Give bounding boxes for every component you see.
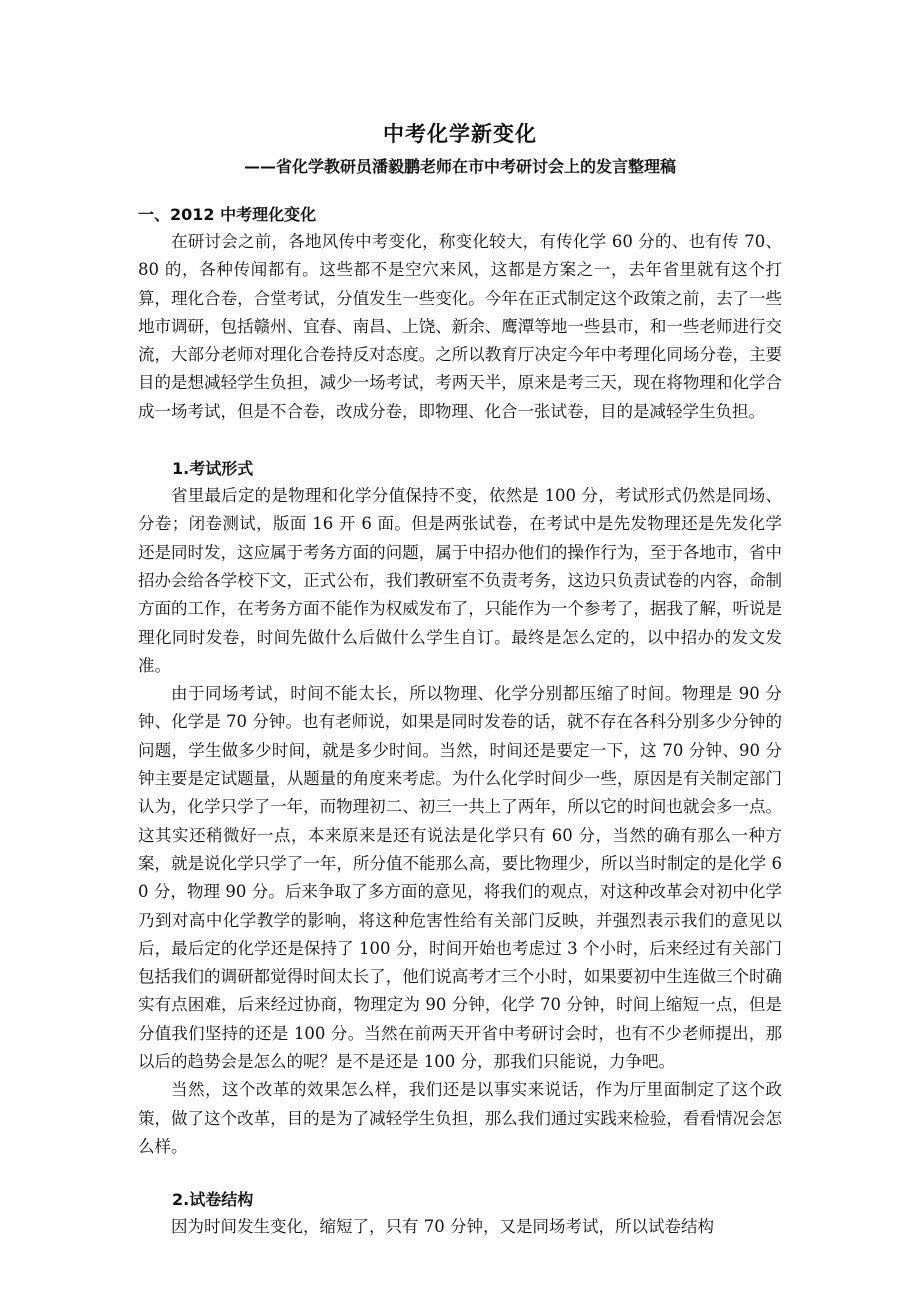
document-title: 中考化学新变化 [383,122,537,146]
subsection-heading: 1.考试形式 [172,459,254,479]
body-paragraph: 由于同场考试，时间不能太长，所以物理、化学分别都压缩了时间。物理是 90 分钟、化学是 70 分钟。也有老师说，如果是同时发卷的话，就不存在各科分别多少分钟的问题，学生做多少时间，就是多少时间。当然，时间还是要定一下，这 70 分钟、90 分钟主要是定试题量，从题量的角度来考虑。为什么化学时间少一些，原因是有关制定部门认为，化学只学了一年，而物理初二、初三一共上了两年，所以它的时间也就会多一点。这其实还稍微好一点，本来原来是还有说法是化学只有 60 分，当然的确有那么一种方案，就是说化学只学了一年，所分值不能那么高，要比物理少，所以当时制定的是化学 60 分，物理 90 分。后来争取了多方面的意见，将我们的观点，对这种改革会对初中化学乃到对高中化学教学的影响，将这种危害性给有关部门反映，并强烈表示我们的意见以后，最后定的化学还是保持了 100 分，时间开始也考虑过 3 个小时，后来经过有关部门包括我们的调研都觉得时间太长了，他们说高考才三个小时，如果要初中生连做三个时确实有点困难，后来经过协商，物理定为 90 分钟，化学 70 分钟，时间上缩短一点，但是分值我们坚持的还是 100 分。当然在前两天开省中考研讨会时，也有不少老师提出，那以后的趋势会是怎么的呢？是不是还是 100 分，那我们只能说，力争吧。 [138,684,782,1072]
body-paragraph: 省里最后定的是物理和化学分值保持不变，依然是 100 分，考试形式仍然是同场、分卷；闭卷测试，版面 16 开 6 面。但是两张试卷，在考试中是先发物理还是先发化学还是同时发，这应属于考务方面的问题，属于中招办他们的操作行为，至于各地市，省中招办会给各学校下文，正式公布，我们教研室不负责考务，这边只负责试卷的内容，命制方面的工作，在考务方面不能作为权威发布了，只能作为一个参考了，据我了解，听说是理化同时发卷，时间先做什么后做什么学生自订。最终是怎么定的，以中招办的发文发准。 [138,486,782,675]
section-heading: 一、2012 中考理化变化 [138,205,317,224]
subsection-heading: 2.试卷结构 [172,1190,254,1210]
body-paragraph: 因为时间发生变化，缩短了，只有 70 分钟，又是同场考试，所以试卷结构 [171,1217,714,1237]
body-paragraph: 当然，这个改革的效果怎么样，我们还是以事实来说话，作为厅里面制定了这个政策，做了这个改革，目的是为了减轻学生负担，那么我们通过实践来检验，看看情况会怎么样。 [138,1080,782,1156]
body-paragraph: 在研讨会之前，各地风传中考变化，称变化较大，有传化学 60 分的、也有传 70、80 的，各种传闻都有。这些都不是空穴来风，这都是方案之一，去年省里就有这个打算，理化合卷，合堂考试，分值发生一些变化。今年在正式制定这个政策之前，去了一些地市调研，包括赣州、宜春、南昌、上饶、新余、鹰潭等地一些县市，和一些老师进行交流，大部分老师对理化合卷持反对态度。之所以教育厅决定今年中考理化同场分卷，主要目的是想减轻学生负担，减少一场考试，考两天半，原来是考三天，现在将物理和化学合成一场考试，但是不合卷，改成分卷，即物理、化合一张试卷，目的是减轻学生负担。 [138,232,782,421]
document-subtitle: ——省化学教研员潘毅鹏老师在市中考研讨会上的发言整理稿 [243,157,676,176]
